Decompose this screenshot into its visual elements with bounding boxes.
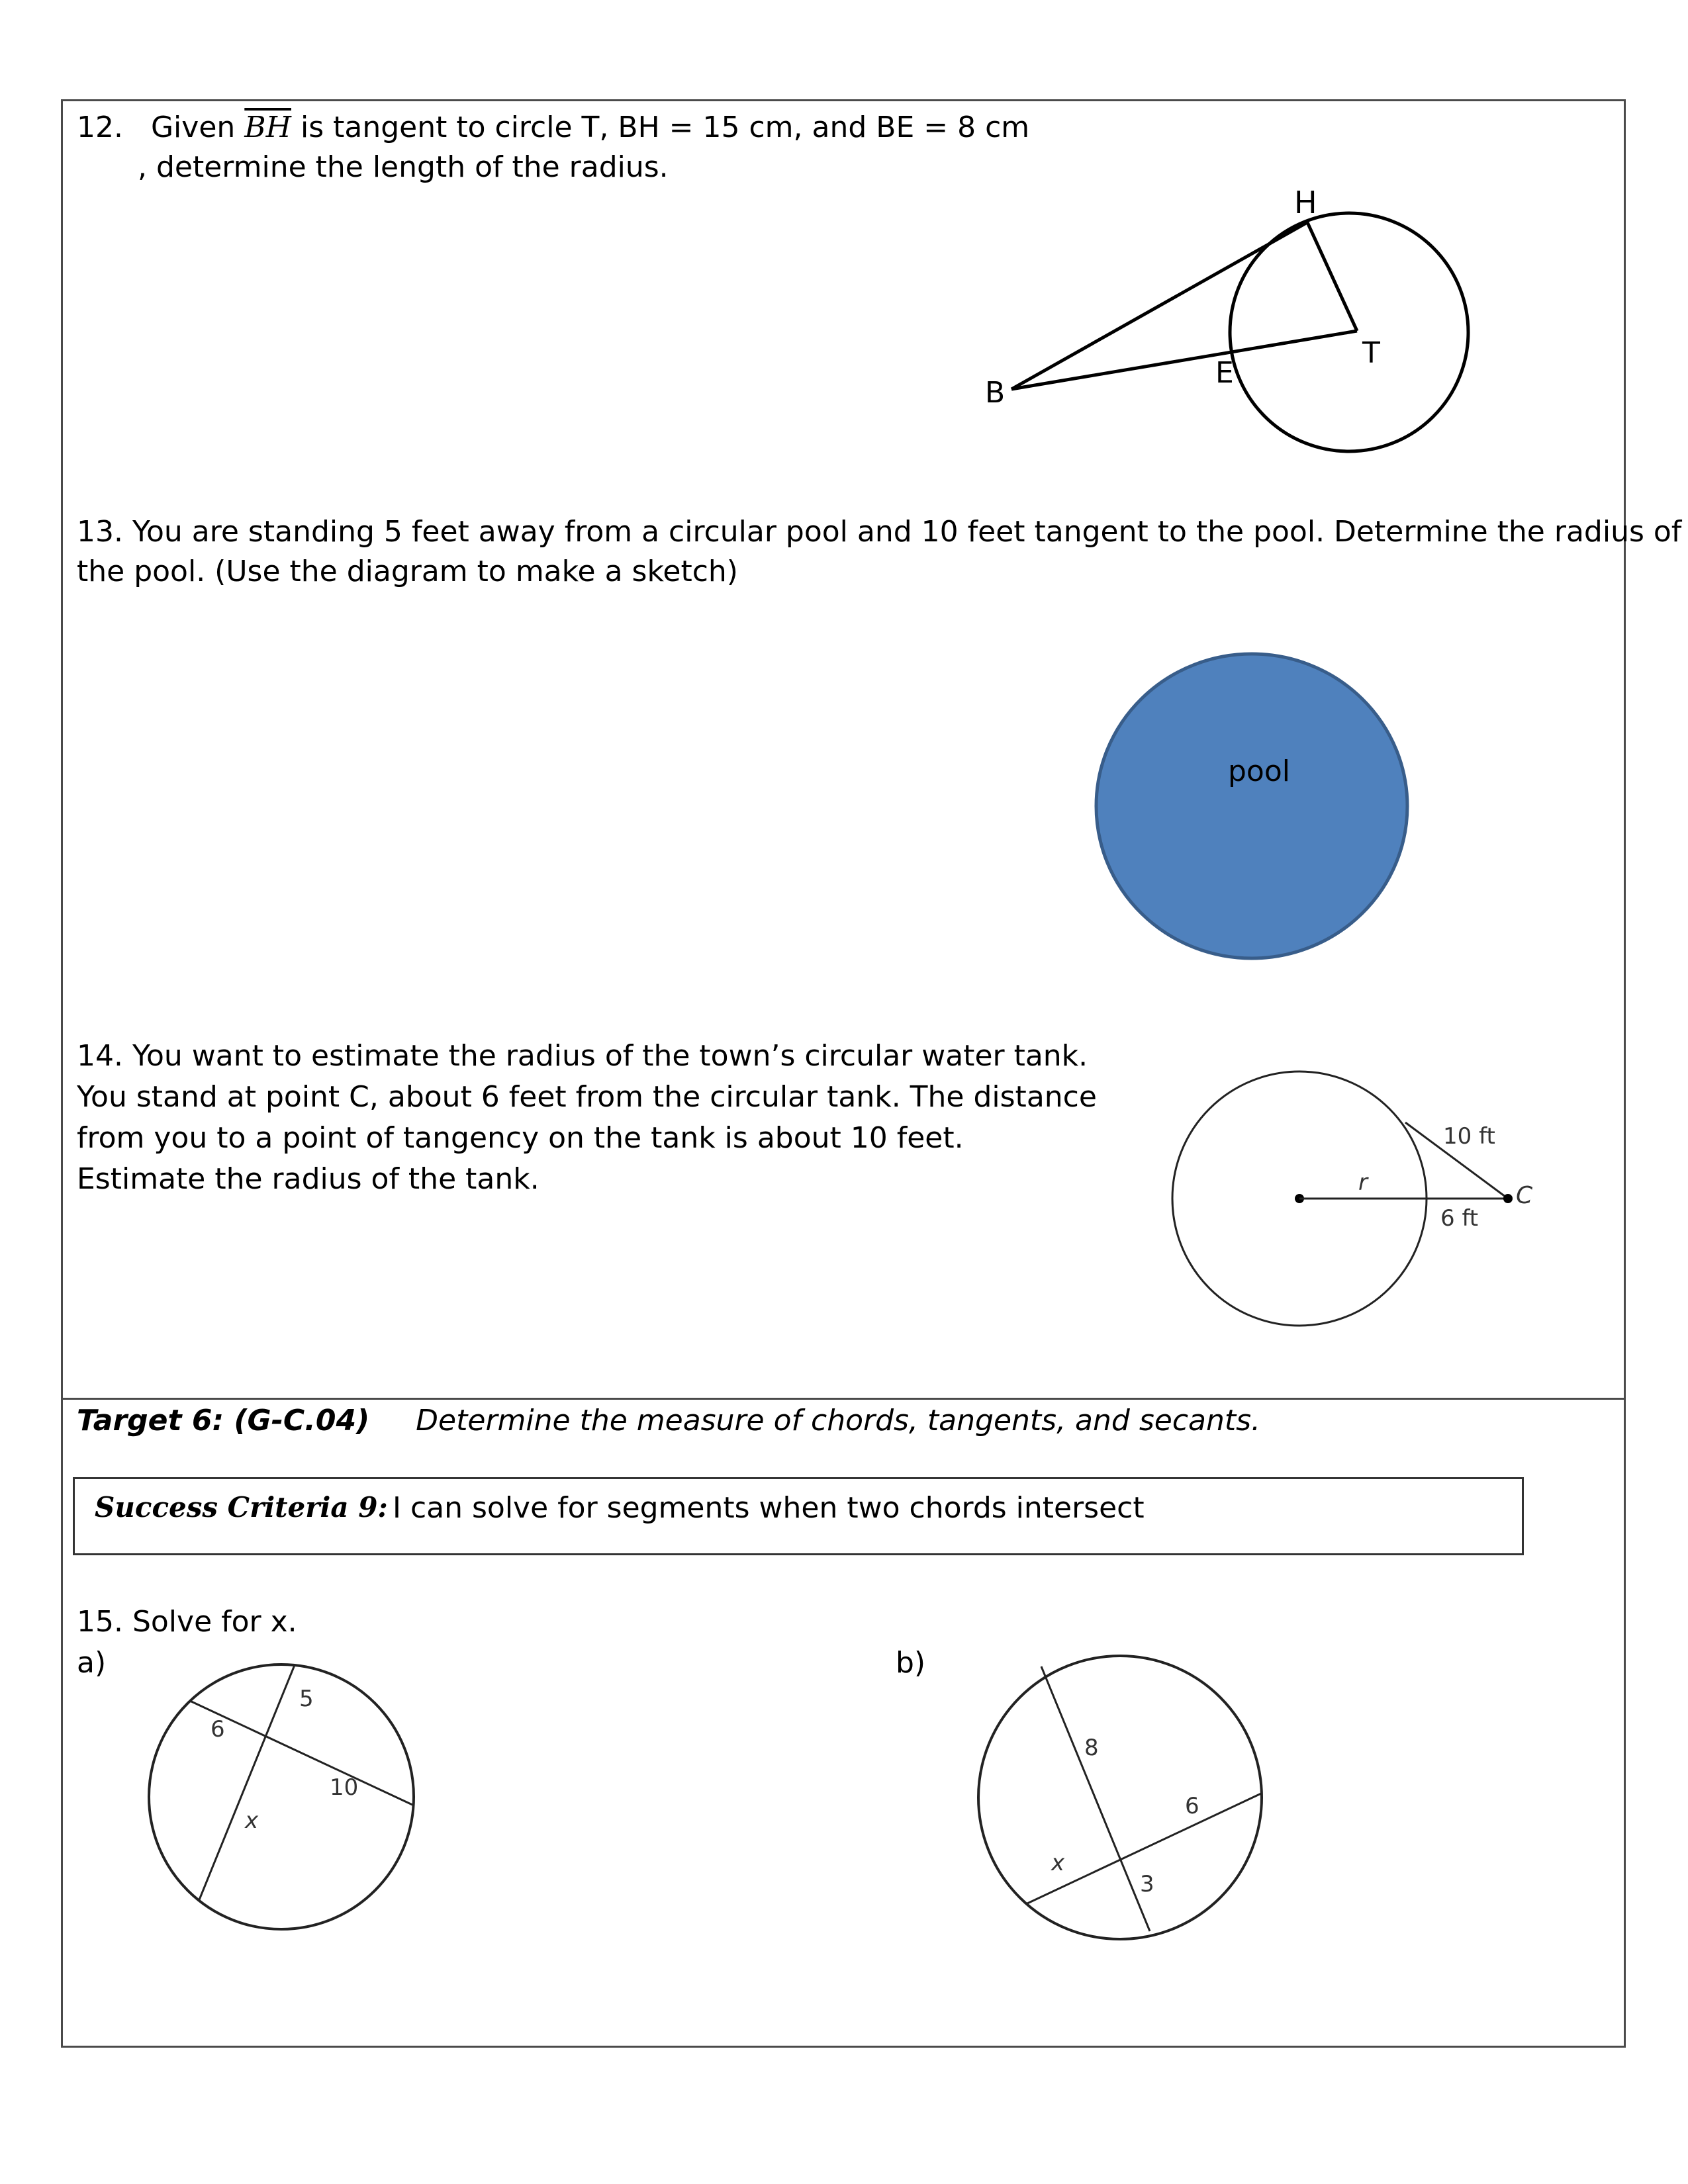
q14-line1: 14. You want to estimate the radius of the town’s circular water tank. bbox=[77, 1039, 1088, 1073]
q13-pool-diagram bbox=[1096, 654, 1407, 958]
q12-line2: , determine the length of the radius. bbox=[138, 150, 669, 184]
q15a-label: a) bbox=[77, 1646, 107, 1680]
q12-segment-bh: $\overline{BH}$ bbox=[244, 111, 291, 144]
pool-circle bbox=[1096, 654, 1407, 958]
q12-label-b: B bbox=[985, 376, 1006, 410]
q15a-seg-5: 5 bbox=[299, 1686, 314, 1712]
q15a-seg-10: 10 bbox=[330, 1774, 359, 1801]
criteria-label: Success Criteria 9: bbox=[95, 1491, 388, 1524]
q13-line2: the pool. (Use the diagram to make a sketch) bbox=[77, 555, 738, 588]
q12-label-e: E bbox=[1215, 356, 1234, 390]
q15b-circle bbox=[978, 1656, 1262, 1939]
q14-label-r: r bbox=[1358, 1169, 1368, 1196]
q15b-chord-1 bbox=[1041, 1666, 1150, 1931]
q15-prompt: 15. Solve for x. bbox=[77, 1605, 297, 1639]
q12-diagram bbox=[985, 185, 1468, 451]
criteria-text: I can solve for segments when two chords intersect bbox=[393, 1491, 1145, 1525]
q15b-seg-x: x bbox=[1051, 1850, 1065, 1876]
q13-line1: 13. You are standing 5 feet away from a circular pool and 10 feet tangent to the pool. Determine the radius of bbox=[77, 515, 1682, 549]
q14-label-outside: 6 ft bbox=[1440, 1205, 1479, 1232]
q14-point-c bbox=[1503, 1194, 1513, 1203]
q15a-diagram bbox=[149, 1664, 414, 1929]
q14-line3: from you to a point of tangency on the tank is about 10 feet. bbox=[77, 1121, 964, 1155]
q15a-circle bbox=[149, 1664, 414, 1929]
q15b-diagram bbox=[978, 1656, 1262, 1939]
q12-label-t: T bbox=[1362, 336, 1380, 370]
q15b-seg-8: 8 bbox=[1084, 1735, 1099, 1761]
q12-label-h: H bbox=[1294, 185, 1317, 220]
q14-label-tangent: 10 ft bbox=[1443, 1123, 1495, 1150]
q15a-chord-2 bbox=[199, 1665, 295, 1901]
target-line bbox=[77, 1400, 1260, 1441]
q14-line4: Estimate the radius of the tank. bbox=[77, 1162, 539, 1196]
q15a-seg-x: x bbox=[245, 1807, 259, 1834]
q14-label-c: C bbox=[1516, 1182, 1533, 1209]
pool-label: pool bbox=[1228, 754, 1290, 788]
q15b-seg-3: 3 bbox=[1140, 1871, 1154, 1897]
q12-statement: is tangent to circle T, BH = 15 cm, and BE = 8 cm bbox=[301, 111, 1030, 144]
q15b-seg-6: 6 bbox=[1185, 1793, 1199, 1819]
success-criteria-box bbox=[73, 1477, 1524, 1555]
q12-radius-th bbox=[1307, 222, 1357, 331]
q15b-label: b) bbox=[896, 1646, 926, 1680]
target-text: Determine the measure of chords, tangents, and secants. bbox=[416, 1404, 1261, 1437]
q14-line2: You stand at point C, about 6 feet from the circular tank. The distance bbox=[77, 1080, 1097, 1114]
q12-given: Given bbox=[150, 111, 236, 144]
q15a-seg-6: 6 bbox=[211, 1716, 225, 1743]
q14-diagram bbox=[1172, 1071, 1533, 1326]
q12-number: 12. bbox=[77, 111, 123, 144]
target-label: Target 6: (G-C.04) bbox=[77, 1404, 370, 1437]
